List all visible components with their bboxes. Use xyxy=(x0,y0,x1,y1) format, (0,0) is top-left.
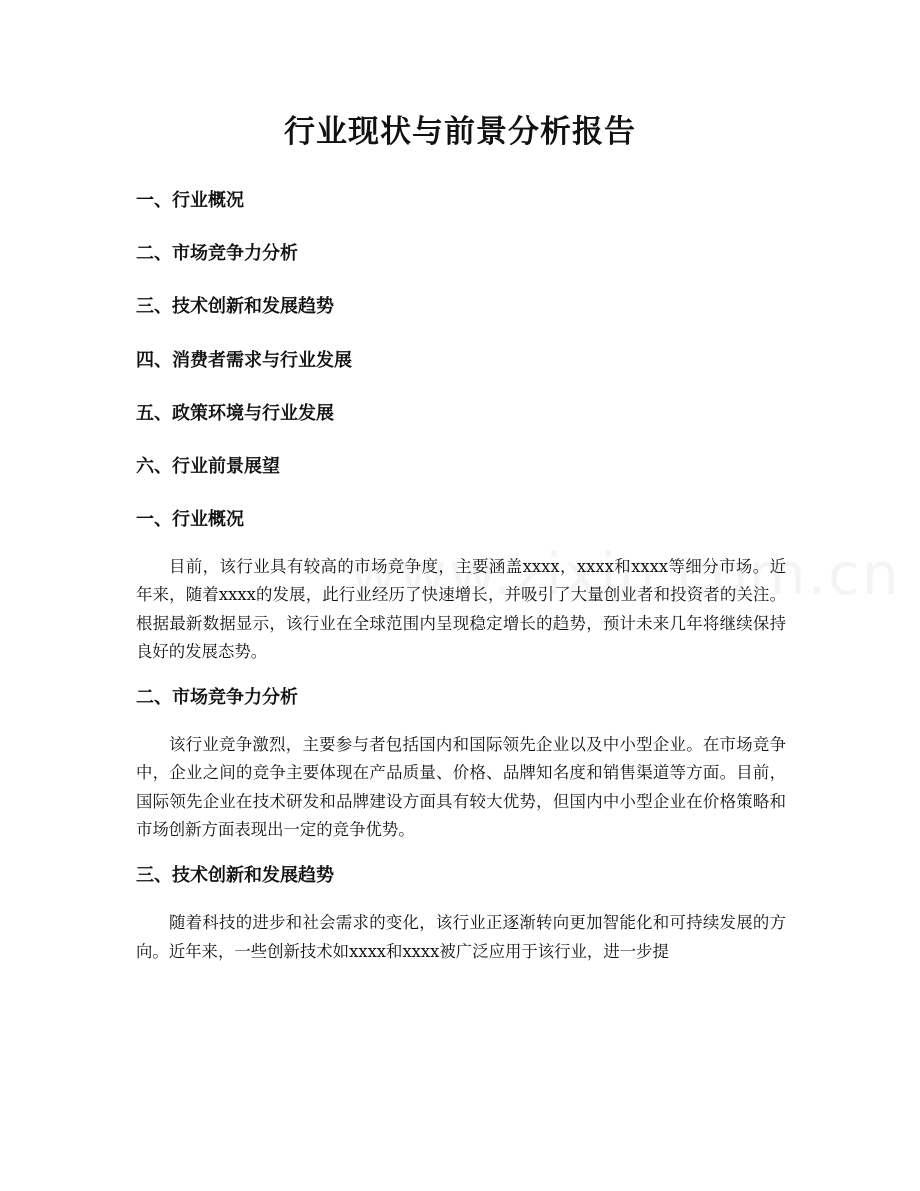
section-paragraph: 随着科技的进步和社会需求的变化，该行业正逐渐转向更加智能化和可持续发展的方向。近年来，一些创新技术如xxxx和xxxx被广泛应用于该行业，进一步提 xyxy=(136,913,786,961)
section-market-competition xyxy=(136,683,786,844)
section-industry-overview xyxy=(136,505,786,666)
toc-item: 六、行业前景展望 xyxy=(136,455,280,477)
table-of-contents xyxy=(136,186,796,505)
section-heading: 三、技术创新和发展趋势 xyxy=(136,865,334,887)
toc-item: 二、市场竞争力分析 xyxy=(136,243,298,265)
section-heading: 二、市场竞争力分析 xyxy=(136,687,298,709)
toc-item: 三、技术创新和发展趋势 xyxy=(136,296,334,318)
section-paragraph: 该行业竞争激烈，主要参与者包括国内和国际领先企业以及中小型企业。在市场竞争中，企业之间的竞争主要体现在产品质量、价格、品牌知名度和销售渠道等方面。目前，国际领先企业在技术研发和品牌建设方面具有较大优势，但国内中小型企业在价格策略和市场创新方面表现出一定的竞争优势。 xyxy=(136,735,786,840)
toc-item: 一、行业概况 xyxy=(136,190,244,211)
toc-item: 五、政策环境与行业发展 xyxy=(136,402,334,424)
section-tech-innovation xyxy=(136,861,786,966)
toc-item: 四、消费者需求与行业发展 xyxy=(136,349,352,371)
document-body xyxy=(136,505,786,983)
section-heading: 一、行业概况 xyxy=(136,509,244,530)
section-paragraph: 目前，该行业具有较高的市场竞争度，主要涵盖xxxx，xxxx和xxxx等细分市场。近年来，随着xxxx的发展，此行业经历了快速增长，并吸引了大量创业者和投资者的关注。根据最新数据显示，该行业在全球范围内呈现稳定增长的趋势，预计未来几年将继续保持良好的发展态势。 xyxy=(136,557,786,661)
document-title: 行业现状与前景分析报告 xyxy=(284,114,636,150)
